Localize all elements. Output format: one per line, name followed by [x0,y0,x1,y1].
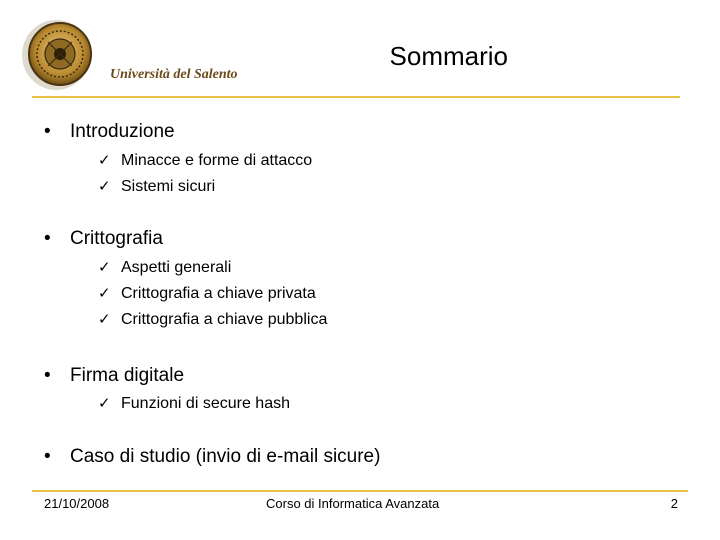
outline-subitem-label: Crittografia a chiave pubblica [121,311,328,328]
check-icon: ✓ [98,284,111,302]
check-icon: ✓ [98,258,111,276]
title-divider [32,96,680,98]
slide-title: Sommario [389,41,508,71]
footer-course-name: Corso di Informatica Avanzata [266,496,440,511]
logo-text: Università del Salento [110,67,238,82]
outline-subitem [98,309,327,330]
footer-date: 21/10/2008 [44,496,110,511]
outline-item [44,446,380,468]
outline-subitem-label: Minacce e forme di attacco [121,152,313,169]
outline-subitem [98,283,316,304]
page-number: 2 [670,496,678,511]
university-seal-icon [18,18,240,94]
university-logo [18,18,240,94]
bullet-icon: • [44,228,51,249]
outline-subitem [98,257,231,278]
check-icon: ✓ [98,310,111,328]
outline-item-label: Crittografia [70,228,163,249]
bullet-icon: • [44,121,51,142]
outline-subitem [98,176,215,197]
bullet-icon: • [44,446,51,467]
outline-subitem-label: Sistemi sicuri [121,178,216,195]
bullet-icon: • [44,365,51,386]
outline-item-label: Caso di studio (invio di e-mail sicure) [70,446,381,467]
footer-divider [32,490,688,492]
check-icon: ✓ [98,177,111,195]
outline-subitem-label: Aspetti generali [121,259,232,276]
outline-subitem [98,393,290,414]
outline-item [44,228,163,250]
outline-subitem-label: Crittografia a chiave privata [121,285,316,302]
outline-subitem-label: Funzioni di secure hash [121,395,290,412]
check-icon: ✓ [98,151,111,169]
outline-item [44,121,175,143]
check-icon: ✓ [98,394,111,412]
outline-item-label: Introduzione [70,121,175,142]
outline-item-label: Firma digitale [70,365,185,386]
outline-subitem [98,150,312,171]
outline-item [44,365,184,387]
